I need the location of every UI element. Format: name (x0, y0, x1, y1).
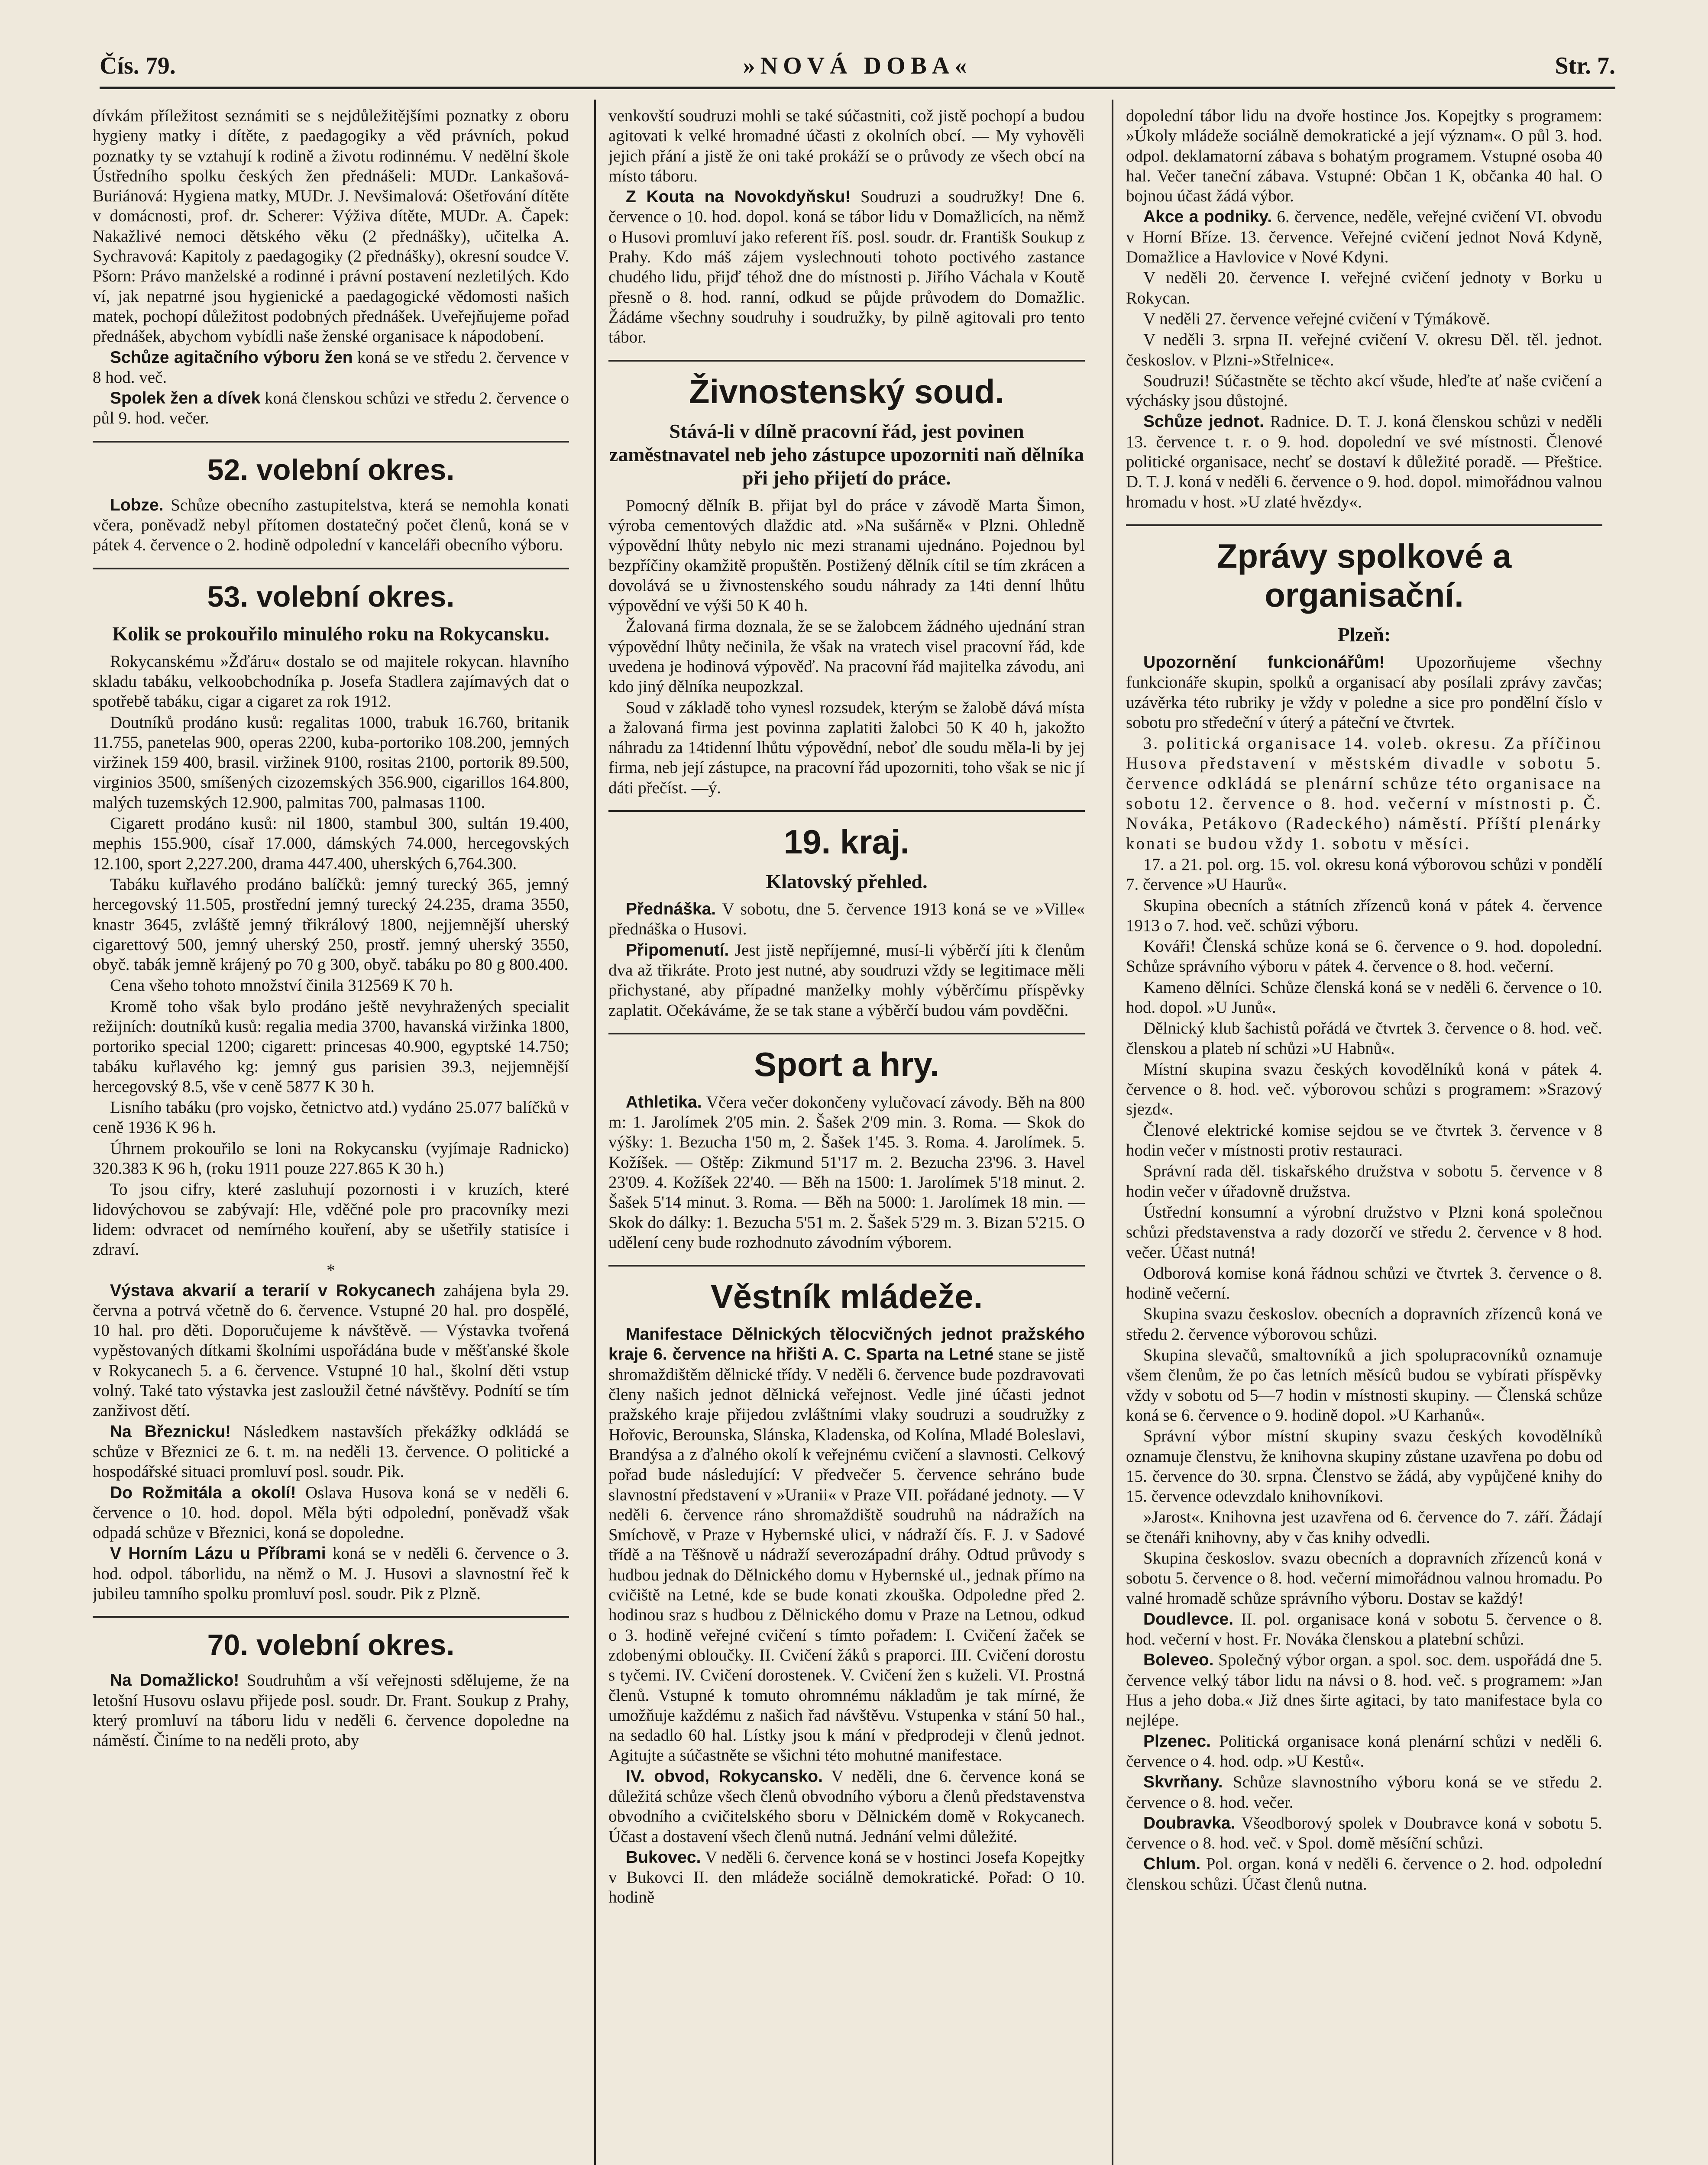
notice-text: Soudruhům a vší veřejnosti sdělujeme, že na letošní Husovu oslavu přijede posl. soudr. Dr. Frant. Soukup z Prahy, který promluví na táboru lidu v neděli 6. července dopoledne na náměstí. Činíme to na neděli proto, aby (93, 1671, 569, 1750)
section-heading: 53. volební okres. (93, 568, 569, 614)
notice-text: Schůze slavnostního výboru koná se ve středu 2. července o 8. hod. večer. (1126, 1773, 1602, 1812)
notice (1126, 1609, 1602, 1650)
article-text: »Jarost«. Knihovna jest uzavřena od 6. července do 7. září. Žádají se čtenáři knihovny, aby v čas knihy odvedli. (1126, 1508, 1602, 1547)
article-text: Dělnický klub šachistů pořádá ve čtvrtek 3. července o 8. hod. več. členskou a plateb ní schůzi »U Habnů«. (1126, 1019, 1602, 1058)
section-heading: Sport a hry. (608, 1033, 1085, 1084)
notice-text: V neděli 6. července koná se v hostinci Josefa Kopejtky v Bukovci II. den mládeže sociálně demokratické. Pořad: O 10. hodině (608, 1848, 1085, 1907)
article-headline: Stává-li v dílně pracovní řád, jest povinen zaměstnavatel neb jeho zástupce upozorniti naň dělníka při jeho přijetí do práce. (609, 420, 1084, 489)
notice-heading: Chlum. (1143, 1855, 1201, 1874)
article-text: Kromě toho však bylo prodáno ještě nevyhražených specialit režijních: doutníků kusů: regalia media 3700, havanská viržinka 1800, portoriko special 1200; cigarett: princesas 40.900, egyptské 14.750; tabáku kuřlavého kg: jemný gus parisien 39.3, nejjemnější hercegovský 8.5, vše v ceně 5877 K 30 h. (93, 997, 569, 1096)
notice-heading: Athletika. (626, 1092, 702, 1112)
article-text: Soudruzi! Súčastněte se těchto akcí všude, hleďte ať naše cvičení a výchásky jsou důstojné. (1126, 371, 1602, 410)
article-text: Správní rada děl. tiskařského družstva v sobotu 5. července v 8 hodin večer v úřadovně družstva. (1126, 1162, 1602, 1201)
article-headline: Plzeň: (1337, 623, 1391, 646)
section-heading: 19. kraj. (608, 810, 1085, 861)
notice (1126, 653, 1602, 733)
notice (93, 388, 569, 429)
notice-heading: Spolek žen a dívek (110, 389, 261, 408)
article-text: 17. a 21. pol. org. 15. vol. okresu koná výborovou schůzi v pondělí 7. července »U Haurů«. (1126, 855, 1602, 894)
notice-heading: Plzenec. (1143, 1732, 1211, 1751)
article-text: Skupina českoslov. svazu obecních a dopravních zřízenců koná v sobotu 5. července o 8. hod. večerní mimořádnou valnou hromadu. Po valné hromadě schůze správního výboru. Dostav se každý! (1126, 1549, 1602, 1608)
notice (1126, 412, 1602, 512)
article-text: Skupina obecních a státních zřízenců koná v pátek 4. července 1913 o 7. hod. več. schůzi výboru. (1126, 896, 1602, 935)
section-heading: 52. volební okres. (93, 441, 569, 487)
article-text: Členové elektrické komise sejdou se ve čtvrtek 3. července v 8 hodin večer v místnosti protiv restauraci. (1126, 1121, 1602, 1160)
notice-heading: Do Rožmitála a okolí! (110, 1483, 296, 1502)
notice-text: Všeodborový spolek v Doubravce koná v sobotu 5. července o 8. hod. več. v Spol. domě měsíční schůzi. (1126, 1813, 1602, 1853)
article-text: Správní výbor místní skupiny svazu českých kovodělníků oznamuje členstvu, že knihovna skupiny zůstane uzavřena po dobu od 15. července do 30. srpna. Členstvo se žádá, aby vypůjčené knihy do 15. července odevzdalo knihovníkovi. (1126, 1427, 1602, 1506)
notice (93, 1483, 569, 1543)
article-text: Kováři! Členská schůze koná se 6. července o 9. hod. dopolední. Schůze správního výboru v pátek 4. července o 8. hod. večerní. (1126, 937, 1602, 976)
article-text: Tabáku kuřlavého prodáno balíčků: jemný turecký 365, jemný hercegovský 11.505, prostřední jemný turecký 24.235, drama 3550, knastr 3645, zvláště jemný třikrálový 1800, nejjemnější uherský cigarettový 500, jemný uherský 250, prostř. jemný uherský 3550, obyč. tabák jemně krájený po 70 g 300, obyč. tabáku po 80 g 800.400. (93, 875, 569, 974)
notice-heading: Na Domažlicko! (110, 1671, 239, 1690)
notice-heading: Upozornění funkcionářům! (1143, 653, 1385, 672)
notice (1126, 207, 1602, 267)
notice-text: Upozorňujeme všechny funkcionáře skupin, spolků a organisací aby posílali zprávy zavčas; uzávěrka této rubriky je vždy v poledne a sice pro pondělní číslo v sobotu pro středeční v úterý a páteční ve čtvrtek. (1126, 653, 1602, 732)
notice (608, 1848, 1085, 1908)
notice-heading: Připomenutí. (626, 940, 729, 960)
article-text: Cena všeho tohoto množství činila 312569 K 70 h. (110, 976, 453, 995)
notice (608, 1092, 1085, 1253)
notice-text: Oslava Husova koná se v neděli 6. července o 10. hod. dopol. Měla býti odpolední, poněvadž však odpadá schůze v Březnici, koná se dopoledne. (93, 1483, 569, 1542)
notice (93, 1281, 569, 1421)
notice-text: Pol. organ. koná v neděli 6. července o 2. hod. odpolední členskou schůzi. Účast členů nutna. (1126, 1855, 1602, 1894)
notice-heading: Přednáška. (626, 900, 716, 919)
notice-heading: Bukovec. (626, 1848, 701, 1867)
notice-heading: Lobze. (110, 495, 164, 514)
section-heading: Věstník mládeže. (608, 1265, 1085, 1316)
notice-text: Politická organisace koná plenární schůzi v neděli 6. července o 4. hod. odp. »U Kestů«. (1126, 1732, 1602, 1771)
notice (93, 1544, 569, 1604)
notice-text: Jest jistě nepříjemné, musí-li výběrčí jíti k členům dva až třikráte. Proto jest nutné, aby soudruzi vždy se legitimace měli přichystané, aby případné manželky mohly výběrčímu příspěvky zaplatit. Očekáváme, že se tak stane a výběrčí budou vám povděčni. (608, 940, 1085, 1020)
notice (1126, 1813, 1602, 1854)
notice-heading: Z Kouta na Novokdyňsku! (626, 187, 851, 207)
notice-heading: Doubravka. (1143, 1813, 1236, 1832)
notice-heading: V Horním Lázu u Příbrami (110, 1544, 326, 1563)
notice-text: II. pol. organisace koná v sobotu 5. července o 8. hod. večerní v host. Fr. Nováka členskou a platební schůzi. (1126, 1609, 1602, 1649)
article-body: Soud v základě toho vynesl rozsudek, kterým se žalobě dává místa a žalovaná firma jest povinna zaplatiti žalobci 50 K 40 h, jakožto náhradu za 14tidenní lhůtu výpovědní, neboť dle soudu měla-li by jej firma, neb její zástupce, na pracovní řád upozorniti, toho však se nic jí dáti přečíst. (608, 698, 1085, 797)
notice (1126, 1772, 1602, 1813)
column-2 (608, 106, 1085, 2165)
page-header (100, 48, 1615, 89)
notice-heading: Schůze agitačního výboru žen (110, 348, 353, 367)
notice-text: Soudruzi a soudružky! Dne 6. července o 10. hod. dopol. koná se tábor lidu v Domažlicích, na němž o Husovi promluví jako referent říš. posl. soudr. dr. Františk Soukup z Prahy. Kdo máš zájem vyslechnouti tohoto poctivého zastance chudého lidu, přijď téhož dne do místnosti p. Jiřího Váchala v Koutě přesně o 8. hod. ranní, odkud se půjde průvodem do Domažlic. Žádáme všechny soudruhy i soudružky, by pilně agitovali pro tento tábor. (608, 187, 1085, 347)
notice-text: zahájena byla 29. června a potrvá včetně do 6. července. Vstupné 20 hal. pro dospělé, 10 hal. pro děti. Doporučujeme k návštěvě. — Výstavka tvořená vypěstovaných dítkami školními uspořádána bude v měšťanské škole v Rokycanech 5. a 6. července. Vstupné 10 hal., školní děti vstup volný. Také tato výstavka jest zasloužil četné návštěvy. Podnítí se tím zanživost dětí. (93, 1281, 569, 1420)
notice (608, 940, 1085, 1021)
notice-text: 6. července, neděle, veřejné cvičení VI. obvodu v Horní Bříze. 13. července. Veřejné cvičení jednot Nová Kdyně, Domažlice a Havlovice v Nové Kdyni. (1126, 207, 1602, 267)
notice-heading: Manifestace Dělnických tělocvičných jednot pražského kraje 6. července na hřišti A. C. Sparta na Letné (608, 1325, 1085, 1364)
column-divider (1112, 100, 1113, 2165)
notice-text: Společný výbor organ. a spol. soc. dem. uspořádá dne 5. července velký tábor lidu na návsi o 8. hod. več. s programem: »Jan Hus a jeho doba.« Již dnes širte agitaci, by tato manifestace byla co nejlépe. (1126, 1651, 1602, 1730)
article-headline: Klatovský přehled. (766, 870, 928, 893)
notice-heading: IV. obvod, Rokycansko. (626, 1767, 823, 1786)
column-divider (594, 100, 596, 2165)
article-text: venkovští soudruzi mohli se také súčastniti, což jistě pochopí a budou agitovati k velké hromadné účasti z okolních obcí. — My vyhověli jejich přání a jistě že oni také prokáží se o průvody ze všech obcí na místo táboru. (608, 107, 1085, 185)
article-text: dopolední tábor lidu na dvoře hostince Jos. Kopejtky s programem: »Úkoly mládeže sociálně demokratické a její význam«. O půl 3. hod. odpol. deklamatorní zábava s bohatým programem. Vstupné osoba 40 hal. Večer taneční zábava. Vstupné: Občan 1 K, občanka 40 hal. O bojnou účast žádá výbor. (1126, 107, 1602, 206)
section-heading: Zprávy spolkové a organisační. (1126, 524, 1602, 614)
author-signature: —ý. (691, 778, 721, 797)
article-text: Úhrnem prokouřilo se loni na Rokycansku (vyjímaje Radnicko) 320.383 K 96 h, (roku 1911 pouze 227.865 K 30 h.) (93, 1139, 569, 1178)
issue-number: Čís. 79. (100, 52, 176, 79)
article-text: Rokycanskému »Žďáru« dostalo se od majitele rokycan. hlavního skladu tabáku, velkoobchodníka p. Josefa Stadlera zajímavých dat o spotřebě tabáku, cigar a cigaret za rok 1912. (93, 652, 569, 711)
article-text: Skupina slevačů, smaltovníků a jich spolupracovníků oznamuje všem členům, že po čas letních měsíců budou se vybírati příspěvky vždy v sobotu od 5—7 hodin v místnosti skupiny. — Členská schůze koná se 6. července o 9. hodině dopol. »U Karhanů«. (1126, 1346, 1602, 1425)
article-text: Pomocný dělník B. přijat byl do práce v závodě Marta Šimon, výroba cementových dlaždic atd. »Na sušárně« v Plzni. Ohledně výpovědní lhůty nebylo nic mezi stranami ujednáno. Pojednou byl bezpříčiny okamžitě propuštěn. Postižený dělník cítil se tím zkrácen a dovolává se u živnostenského soudu náhrady za 14ti denní lhůtu výpovědní ve výši 50 K 40 h. (608, 496, 1085, 615)
article-text: Kameno dělníci. Schůze členská koná se v neděli 6. července o 10. hod. dopol. »U Junů«. (1126, 978, 1602, 1017)
notice (93, 495, 569, 556)
article-text: Žalovaná firma doznala, že se se žalobcem žádného ujednání stran výpovědní lhůty nečinila, že však na vratech visel pracovní řád, kde uvedena je hodinová výpověď. Na pracovní řád majitelka závodu, ani kdo jiný dělníka neupozkzal. (608, 617, 1085, 696)
notice-text: koná se ve středu 2. července v 8 hod. več. (93, 348, 569, 387)
article-text: Odborová komise koná řádnou schůzi ve čtvrtek 3. července o 8. hodině večerní. (1126, 1263, 1602, 1303)
article-text: Doutníků prodáno kusů: regalitas 1000, trabuk 16.760, britanik 11.755, panetelas 900, operas 2200, kuba-portoriko 108.200, jemných viržinek 159 400, brasil. viržinek 9100, rositas 2100, portorik 89.500, virginios 3500, smíšených cizozemských 356.900, cigarillos 164.800, malých tuzemských 12.900, palmitas 700, palmasas 1100. (93, 713, 569, 812)
article-headline: Kolik se prokouřilo minulého roku na Rokycansku. (112, 622, 550, 645)
notice-heading: Boleveo. (1143, 1651, 1214, 1670)
paper-title: »NOVÁ DOBA« (743, 52, 972, 79)
notice-heading: Výstava akvarií a terarií v Rokycanech (110, 1281, 436, 1300)
notice (93, 348, 569, 388)
notice-text: koná členskou schůzi ve středu 2. července o půl 9. hod. večer. (93, 389, 569, 428)
article-text: V neděli 27. července veřejné cvičení v Týmákově. (1143, 309, 1490, 328)
article-text: To jsou cifry, které zasluhují pozornosti i v kruzích, které lidovýchovou se zabývají: Hle, vděčné pole pro pracovníky mezi lidem: odvracet od nemírného kouření, aby se ušetřily statisíce i zdraví. (93, 1180, 569, 1259)
notice (608, 1767, 1085, 1847)
notice-text: Včera večer dokončeny vylučovací závody. Běh na 800 m: 1. Jarolímek 2'05 min. 2. Šašek 2'09 min. 3. Roma. — Skok do výšky: 1. Bezucha 1'50 m, 2. Šašek 1'45. 3. Roma. 4. Jarolímek. 5. Kožíšek. — Oštěp: Zikmund 51'17 m. 2. Bezucha 23'96. 3. Havel 23'09. 4. Kožíšek 22'40. — Běh na 1500: 1. Jarolímek 5'18 minut. 2. Šašek 5'14 minut. 3. Roma. — Běh na 5000: 1. Jarolímek 18 min. — Skok do dálky: 1. Bezucha 5'51 m. 2. Šašek 5'29 m. 3. Bizan 5'215. O udělení ceny bude rozhodnuto závodním výborem. (608, 1092, 1085, 1252)
section-heading: Živnostenský soud. (608, 360, 1085, 411)
article-text: Lisního tabáku (pro vojsko, četnictvo atd.) vydáno 25.077 balíčků v ceně 1936 K 96 h. (93, 1098, 569, 1137)
notice-text: Radnice. D. T. J. koná členskou schůzi v neděli 13. července t. r. o 9. hod. dopolední ve své místnosti. Členové politické organisace, nechť se dostaví k důležité poradě. — Přeštice. D. T. J. koná v neděli 6. července o 9. hod. dopol. mimořádnou valnou hromadu v host. »U zlaté hvězdy«. (1126, 412, 1602, 511)
notice (608, 1325, 1085, 1766)
notice (608, 899, 1085, 940)
column-1 (93, 106, 569, 2165)
notice (93, 1422, 569, 1482)
notice (93, 1671, 569, 1751)
notice (1126, 1854, 1602, 1894)
notice-heading: Na Březnicku! (110, 1422, 231, 1441)
notice-text: V neděli, dne 6. července koná se důležitá schůze všech členů obvodního výboru a členů představenstva obvodního a cvičitelského sboru v Dělnickém domě v Rokycanech. Účast a dostavení všech členů nutná. Jednání velmi důležité. (608, 1767, 1085, 1846)
notice (1126, 1650, 1602, 1730)
article-text: V neděli 3. srpna II. veřejné cvičení V. okresu Děl. těl. jednot. českoslov. v Plzni-»Střelnice«. (1126, 330, 1602, 369)
notice-heading: Akce a podniky. (1143, 207, 1272, 226)
article-text: V neděli 20. července I. veřejné cvičení jednoty v Borku u Rokycan. (1126, 268, 1602, 307)
article-text: Místní skupina svazu českých kovodělníků koná v pátek 4. července o 8. hod. več. výborovou schůzi s programem: »Srazový sjezd«. (1126, 1060, 1602, 1119)
article-text (608, 698, 1085, 798)
article-text: 3. politická organisace 14. voleb. okresu. Za příčinou Husova představení v městském divadle v sobotu 5. července odkládá se plenární schůze této organisace na sobotu 12. července o 8. hod. večerní v místnosti p. Č. Nováka, Petákovo (Radeckého) náměstí. Příští plenárky konati se budou vždy 1. sobotu v měsíci. (1126, 734, 1602, 853)
notice-text: V sobotu, dne 5. července 1913 koná se ve »Ville« přednáška o Husovi. (608, 900, 1085, 939)
column-3 (1126, 106, 1602, 2165)
notice-heading: Doudlevce. (1143, 1609, 1234, 1629)
article-text: Skupina svazu českoslov. obecních a dopravních zřízenců koná ve středu 2. července výborovou schůzi. (1126, 1305, 1602, 1344)
notice-text: Následkem nastavších překážky odkládá se schůze v Březnici ze 6. t. m. na neděli 13. července. O politické a hospodářské situaci promluví posl. soudr. Pik. (93, 1422, 569, 1481)
notice-text: stane se jistě shromaždištěm dělnické třídy. V neděli 6. července bude pozdravovati členy našich jednot dělnická veřejnost. Vedle jiné účasti jednot pražského kraje přijedou zvláštními vlaky soudruzi a soudružky z Hořovic, Berounska, Slánska, Kladenska, od Kolína, Mladé Boleslavi, Brandýsa a z ďalného okolí k veřejnému cvičení a slavnosti. Celkový pořad bude následující: V předvečer 5. července sehráno bude slavnostní představení v »Uranii« v Praze VII. pořádané jednoty. — V neděli 6. července ráno shromaždiště soudruhů na nádražích na Smíchově, v Praze v Hybernské ulici, v nádraží čís. F. J. v Sadové třídě a na Těšnově u nádraží severozápadní dráhy. Odtud průvody s hudbou jednak do Dělnického domu v Hybernské ul., jednak přímo na cvičiště na Letné, kde se bude konati zkouška. Odpoledne před 2. hodinou sraz s hudbou z Dělnického domu v Praze na Letnou, odkud o 3. hodině veřejné cvičení s tímto pořadem: I. Cvičení žaček se zdobenými obloučky. II. Cvičení žáků s praporci. III. Cvičení dorostu s tyčemi. IV. Cvičení dorostenek. V. Cvičení žen s kuželi. VI. Prostná členů. Vstupné k tomuto ohromnému nákladům je tak mírné, že umožňuje každému z našich řad návštěvu. Vstupenka v stání 50 hal., na sedadlo 60 hal. Lístky jsou k mání v předprodeji v členů jednot. Agitujte a súčastněte se všichni této mohutné manifestace. (608, 1345, 1085, 1765)
page-number: Str. 7. (1555, 52, 1615, 79)
notice (608, 187, 1085, 347)
notice-heading: Skvrňany. (1143, 1773, 1223, 1792)
section-heading: 70. volební okres. (93, 1616, 569, 1662)
notice-heading: Schůze jednot. (1143, 412, 1264, 431)
article-text: Ústřední konsumní a výrobní družstvo v Plzni koná společnou schůzi představenstva a rady dozorčí ve středu 2. července v 8 hod. večer. Účast nutná! (1126, 1202, 1602, 1262)
article-text: dívkám příležitost seznámiti se s nejdůležitějšími poznatky z oboru hygieny matky i dítěte, z paedagogiky a věd právních, pokud poznatky ty se vztahují k rodině a životu rodinnému. V nedělní škole Ústředního spolku českých žen přednášeli: MUDr. Lankašová-Buriánová: Hygiena matky, MUDr. J. Nevšimalová: Ošetřování dítěte v domácnosti, prof. dr. Scherer: Výživa dítěte, MUDr. A. Čapek: Nakažlivé nemoci dětského věku (2 přednášky), učitelka A. Sychravová: Kapitoly z paedagogiky (2 přednášky), okresní soudce V. Pšorn: Právo manželské a rodinné i právní postavení nezletilých. Kdo ví, jak nepatrné jsou hygienické a paedagogické vědomosti našich matek, pochopí důležitost podobných přednášek. Uveřejňujeme pořad přednášek, abychom vybídli naše ženské organisace k nápodobení. (93, 107, 569, 346)
notice (1126, 1732, 1602, 1772)
notice-text: Schůze obecního zastupitelstva, která se nemohla konati včera, poněvadž nebyl přítomen dostatečný počet členů, koná se v pátek 4. července o 2. hodině odpolední v kanceláři obecního výboru. (93, 495, 569, 555)
notice-text: koná se v neděli 6. července o 3. hod. odpol. táborlidu, na němž o M. J. Husovi a slavnostní řeč k jubileu tamního spolku promluví posl. soudr. Pik z Plzně. (93, 1544, 569, 1603)
article-text: Cigarett prodáno kusů: nil 1800, stambul 300, sultán 19.400, mephis 155.900, císař 17.000, dámských 74.000, hercegovských 12.100, sport 2,227.200, drama 447.400, uherských 6,764.300. (93, 814, 569, 873)
separator-asterisk: * (327, 1260, 335, 1280)
